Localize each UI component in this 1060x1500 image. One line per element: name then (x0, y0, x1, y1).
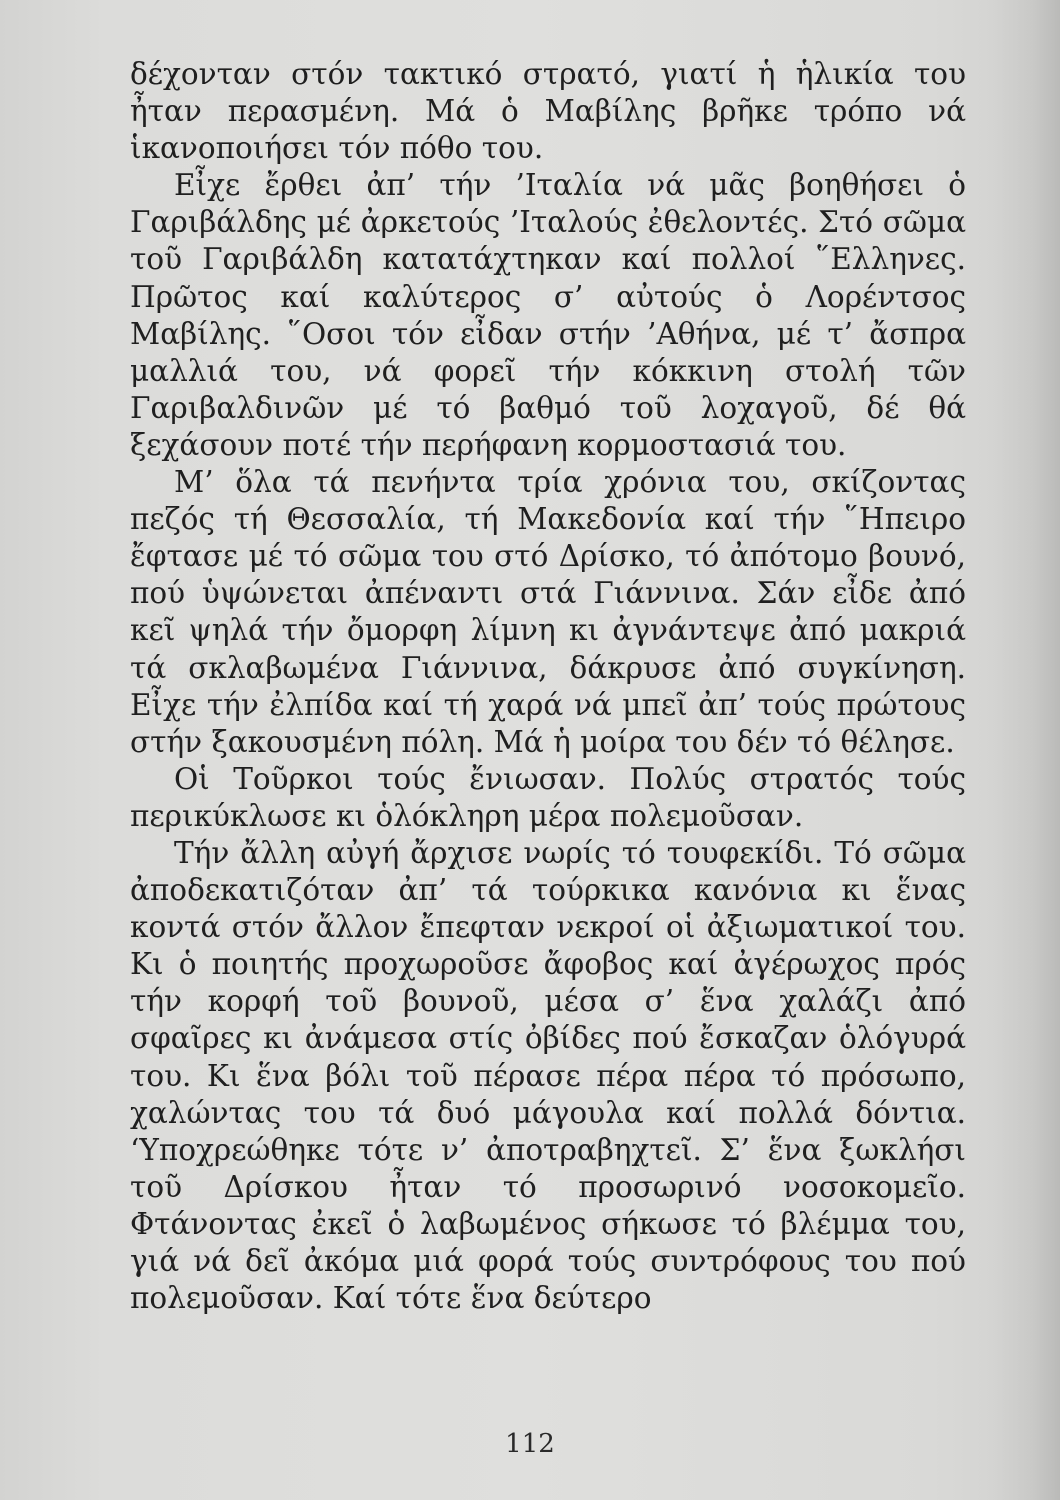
paragraph-5: Τήν ἄλλη αὐγή ἄρχισε νωρίς τό τουφεκίδι. Τό σῶμα ἀποδεκατιζόταν ἀπ’ τά τούρκικα κανόνια κι ἕνας κοντά στόν ἄλλον ἔπεφταν νεκροί οἱ ἀξιωματικοί του. Κι ὁ ποιητής προχωροῦσε ἄφοβος καί ἀγέρωχος πρός τήν κορφή τοῦ βουνοῦ, μέσα σ’ ἕνα χαλάζι ἀπό σφαῖρες κι ἀνάμεσα στίς ὀβίδες πού ἔσκαζαν ὁλόγυρά του. Κι ἕνα βόλι τοῦ πέρασε πέρα πέρα τό πρόσωπο, χαλώντας του τά δυό μάγουλα καί πολλά δόντια. ‘Υποχρεώθηκε τότε ν’ ἀποτραβηχτεῖ. Σ’ ἕνα ξωκλήσι τοῦ Δρίσκου ἦταν τό προσωρινό νοσοκομεῖο. Φτάνοντας ἐκεῖ ὁ λαβωμένος σήκωσε τό βλέμμα του, γιά νά δεῖ ἀκόμα μιά φορά τούς συντρόφους του πού πολεμοῦσαν. Καί τότε ἕνα δεύτερο (130, 835, 966, 1316)
paragraph-3: Μ’ ὅλα τά πενήντα τρία χρόνια του, σκίζοντας πεζός τή Θεσσαλία, τή Μακεδονία καί τήν ῞Ηπειρο ἔφτασε μέ τό σῶμα του στό Δρίσκο, τό ἀπότομο βουνό, πού ὑψώνεται ἀπέναντι στά Γιάννινα. Σάν εἶδε ἀπό κεῖ ψηλά τήν ὄμορφη λίμνη κι ἀγνάντεψε ἀπό μακριά τά σκλαβωμένα Γιάννινα, δάκρυσε ἀπό συγκίνηση. Εἶχε τήν ἐλπίδα καί τή χαρά νά μπεῖ ἀπ’ τούς πρώτους στήν ξακουσμένη πόλη. Μά ἡ μοίρα του δέν τό θέλησε. (130, 465, 966, 759)
paragraph-4: Οἱ Τοῦρκοι τούς ἔνιωσαν. Πολύς στρατός τούς περικύκλωσε κι ὁλόκληρη μέρα πολεμοῦσαν. (130, 761, 966, 833)
paragraph-1: δέχονταν στόν τακτικό στρατό, γιατί ἡ ἡλικία του ἦταν περασμένη. Μά ὁ Μαβίλης βρῆκε τρόπο νά ἱκανοποιήσει τόν πόθο του. (130, 57, 966, 166)
page-edge-shadow (990, 0, 1060, 1500)
body-text (130, 56, 966, 1317)
paragraph-2: Εἶχε ἔρθει ἀπ’ τήν ’Ιταλία νά μᾶς βοηθήσει ὁ Γαριβάλδης μέ ἀρκετούς ’Ιταλούς ἐθελοντές. Στό σῶμα τοῦ Γαριβάλδη κατατάχτηκαν καί πολλοί ῞Ελληνες. Πρῶτος καί καλύτερος σ’ αὐτούς ὁ Λορέντσος Μαβίλης. ῞Οσοι τόν εἶδαν στήν ’Αθήνα, μέ τ’ ἄσπρα μαλλιά του, νά φορεῖ τήν κόκκινη στολή τῶν Γαριβαλδινῶν μέ τό βαθμό τοῦ λοχαγοῦ, δέ θά ξεχάσουν ποτέ τήν περήφανη κορμοστασιά του. (130, 168, 966, 462)
page-number: 112 (505, 1429, 555, 1459)
